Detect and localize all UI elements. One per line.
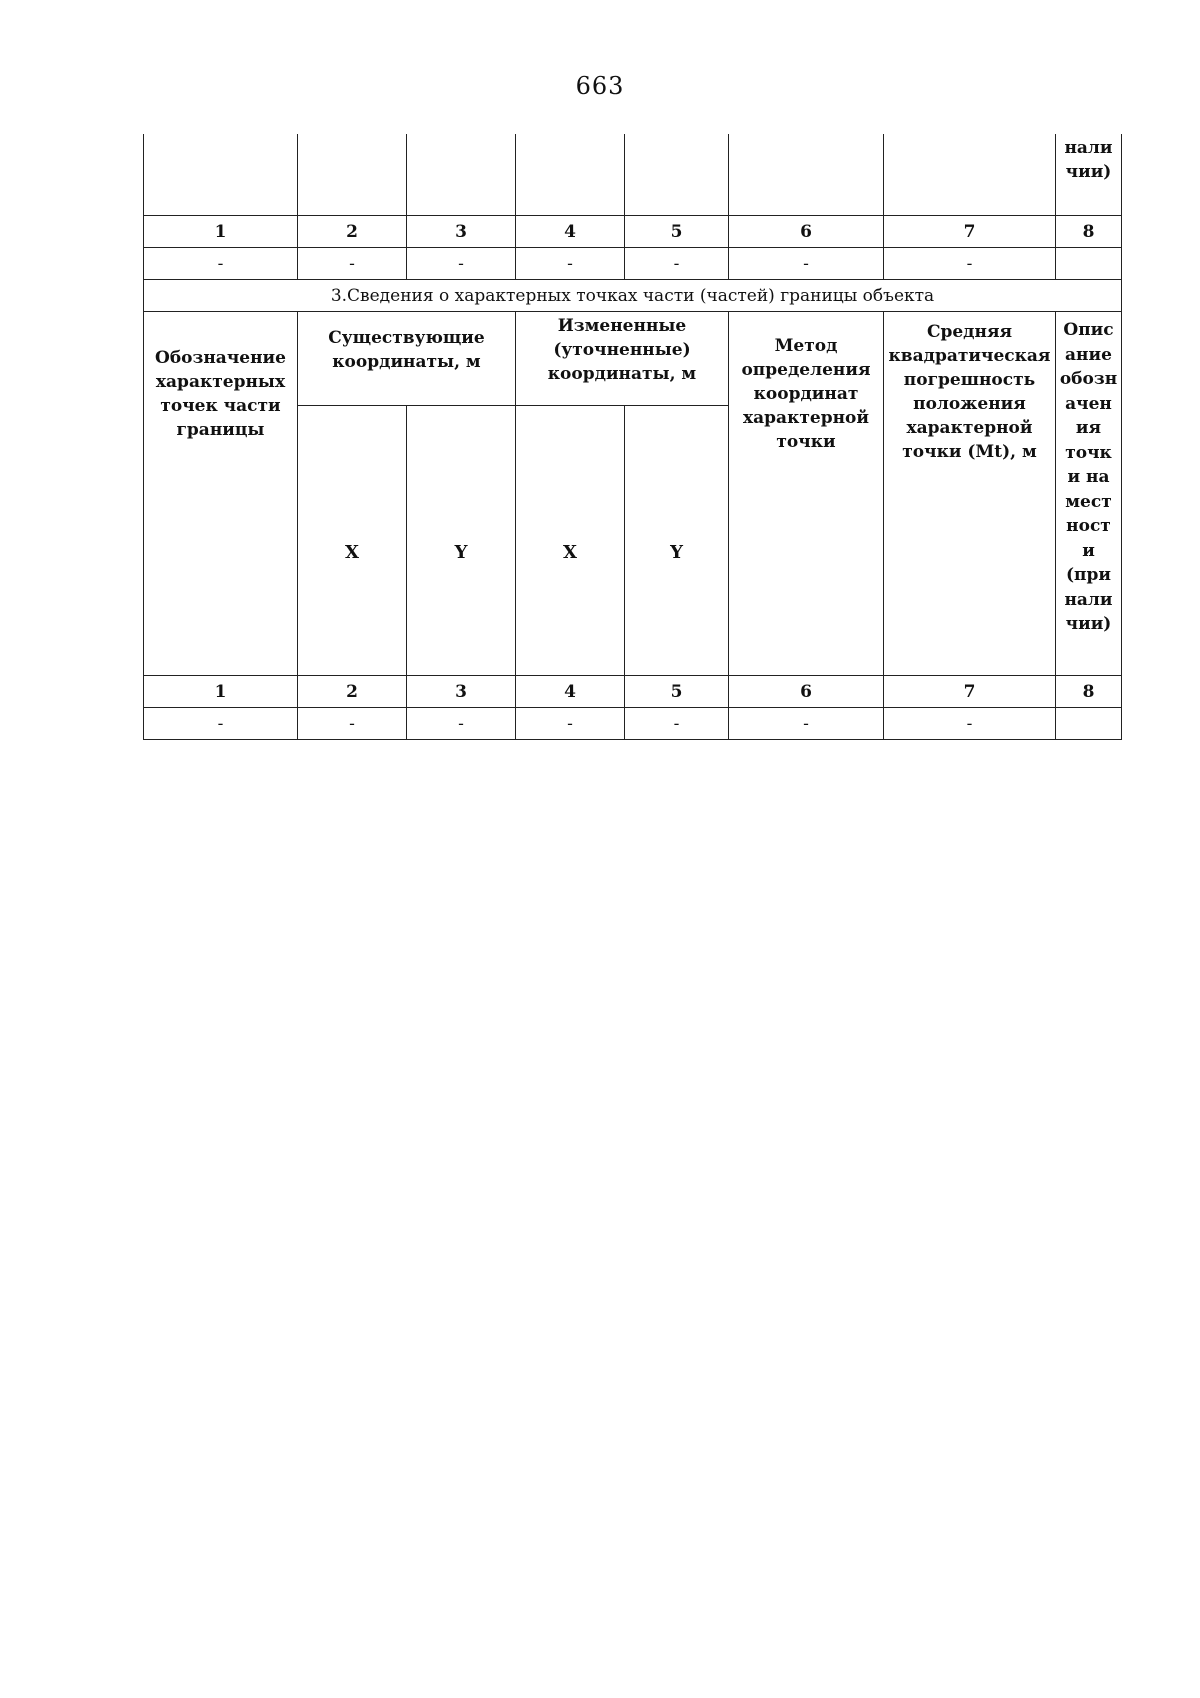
table-cell: - [144, 708, 298, 740]
table-row [144, 248, 1122, 280]
column-number: 4 [516, 676, 625, 708]
column-number: 1 [144, 216, 298, 248]
section-title-row [144, 280, 1122, 312]
header-changed-coordinates: Измененные (уточненные) координаты, м [516, 312, 729, 406]
table-cell: - [729, 708, 884, 740]
column-number: 8 [1056, 676, 1122, 708]
table-cell-fragment-text: нали чии) [1056, 134, 1122, 216]
column-number: 5 [625, 676, 729, 708]
table-cell [516, 134, 625, 216]
table-cell: - [516, 248, 625, 280]
table-cell [1056, 248, 1122, 280]
table-cell: - [729, 248, 884, 280]
document-table [143, 134, 1122, 740]
table-cell [625, 134, 729, 216]
table-cell: - [516, 708, 625, 740]
column-number: 1 [144, 676, 298, 708]
table-cell [298, 134, 407, 216]
column-number: 4 [516, 216, 625, 248]
header-method: Метод определения координат характерной точки [729, 312, 884, 676]
table-cell [729, 134, 884, 216]
column-number: 6 [729, 676, 884, 708]
table-header-row [144, 312, 1122, 406]
header-y-changed: Y [625, 406, 729, 676]
table-cell: - [298, 248, 407, 280]
table-row [144, 708, 1122, 740]
table-continuation-row [144, 134, 1122, 216]
column-number: 7 [884, 676, 1056, 708]
header-description: Опис ание обозн ачен ия точк и на мест ност и (при нали чии) [1056, 312, 1122, 676]
table-cell: - [884, 708, 1056, 740]
header-x-changed: X [516, 406, 625, 676]
table-cell [144, 134, 298, 216]
column-number: 5 [625, 216, 729, 248]
table-cell: - [407, 708, 516, 740]
column-number: 8 [1056, 216, 1122, 248]
table-cell: - [884, 248, 1056, 280]
header-designation: Обозначение характерных точек части границы [144, 312, 298, 676]
header-y-existing: Y [407, 406, 516, 676]
header-x-existing: X [298, 406, 407, 676]
table-cell: - [298, 708, 407, 740]
column-number: 3 [407, 676, 516, 708]
column-number: 2 [298, 216, 407, 248]
header-existing-coordinates: Существующие координаты, м [298, 312, 516, 406]
column-number-row [144, 676, 1122, 708]
header-error: Средняя квадратическая погрешность положения характерной точки (Mt), м [884, 312, 1056, 676]
table-cell [884, 134, 1056, 216]
page-number: 663 [575, 72, 625, 100]
table-cell: - [144, 248, 298, 280]
column-number: 7 [884, 216, 1056, 248]
section-title: 3.Сведения о характерных точках части (частей) границы объекта [144, 280, 1122, 312]
table-cell: - [625, 708, 729, 740]
column-number-row [144, 216, 1122, 248]
table-cell [1056, 708, 1122, 740]
table-cell: - [407, 248, 516, 280]
table-cell [407, 134, 516, 216]
column-number: 2 [298, 676, 407, 708]
table-cell: - [625, 248, 729, 280]
column-number: 3 [407, 216, 516, 248]
column-number: 6 [729, 216, 884, 248]
